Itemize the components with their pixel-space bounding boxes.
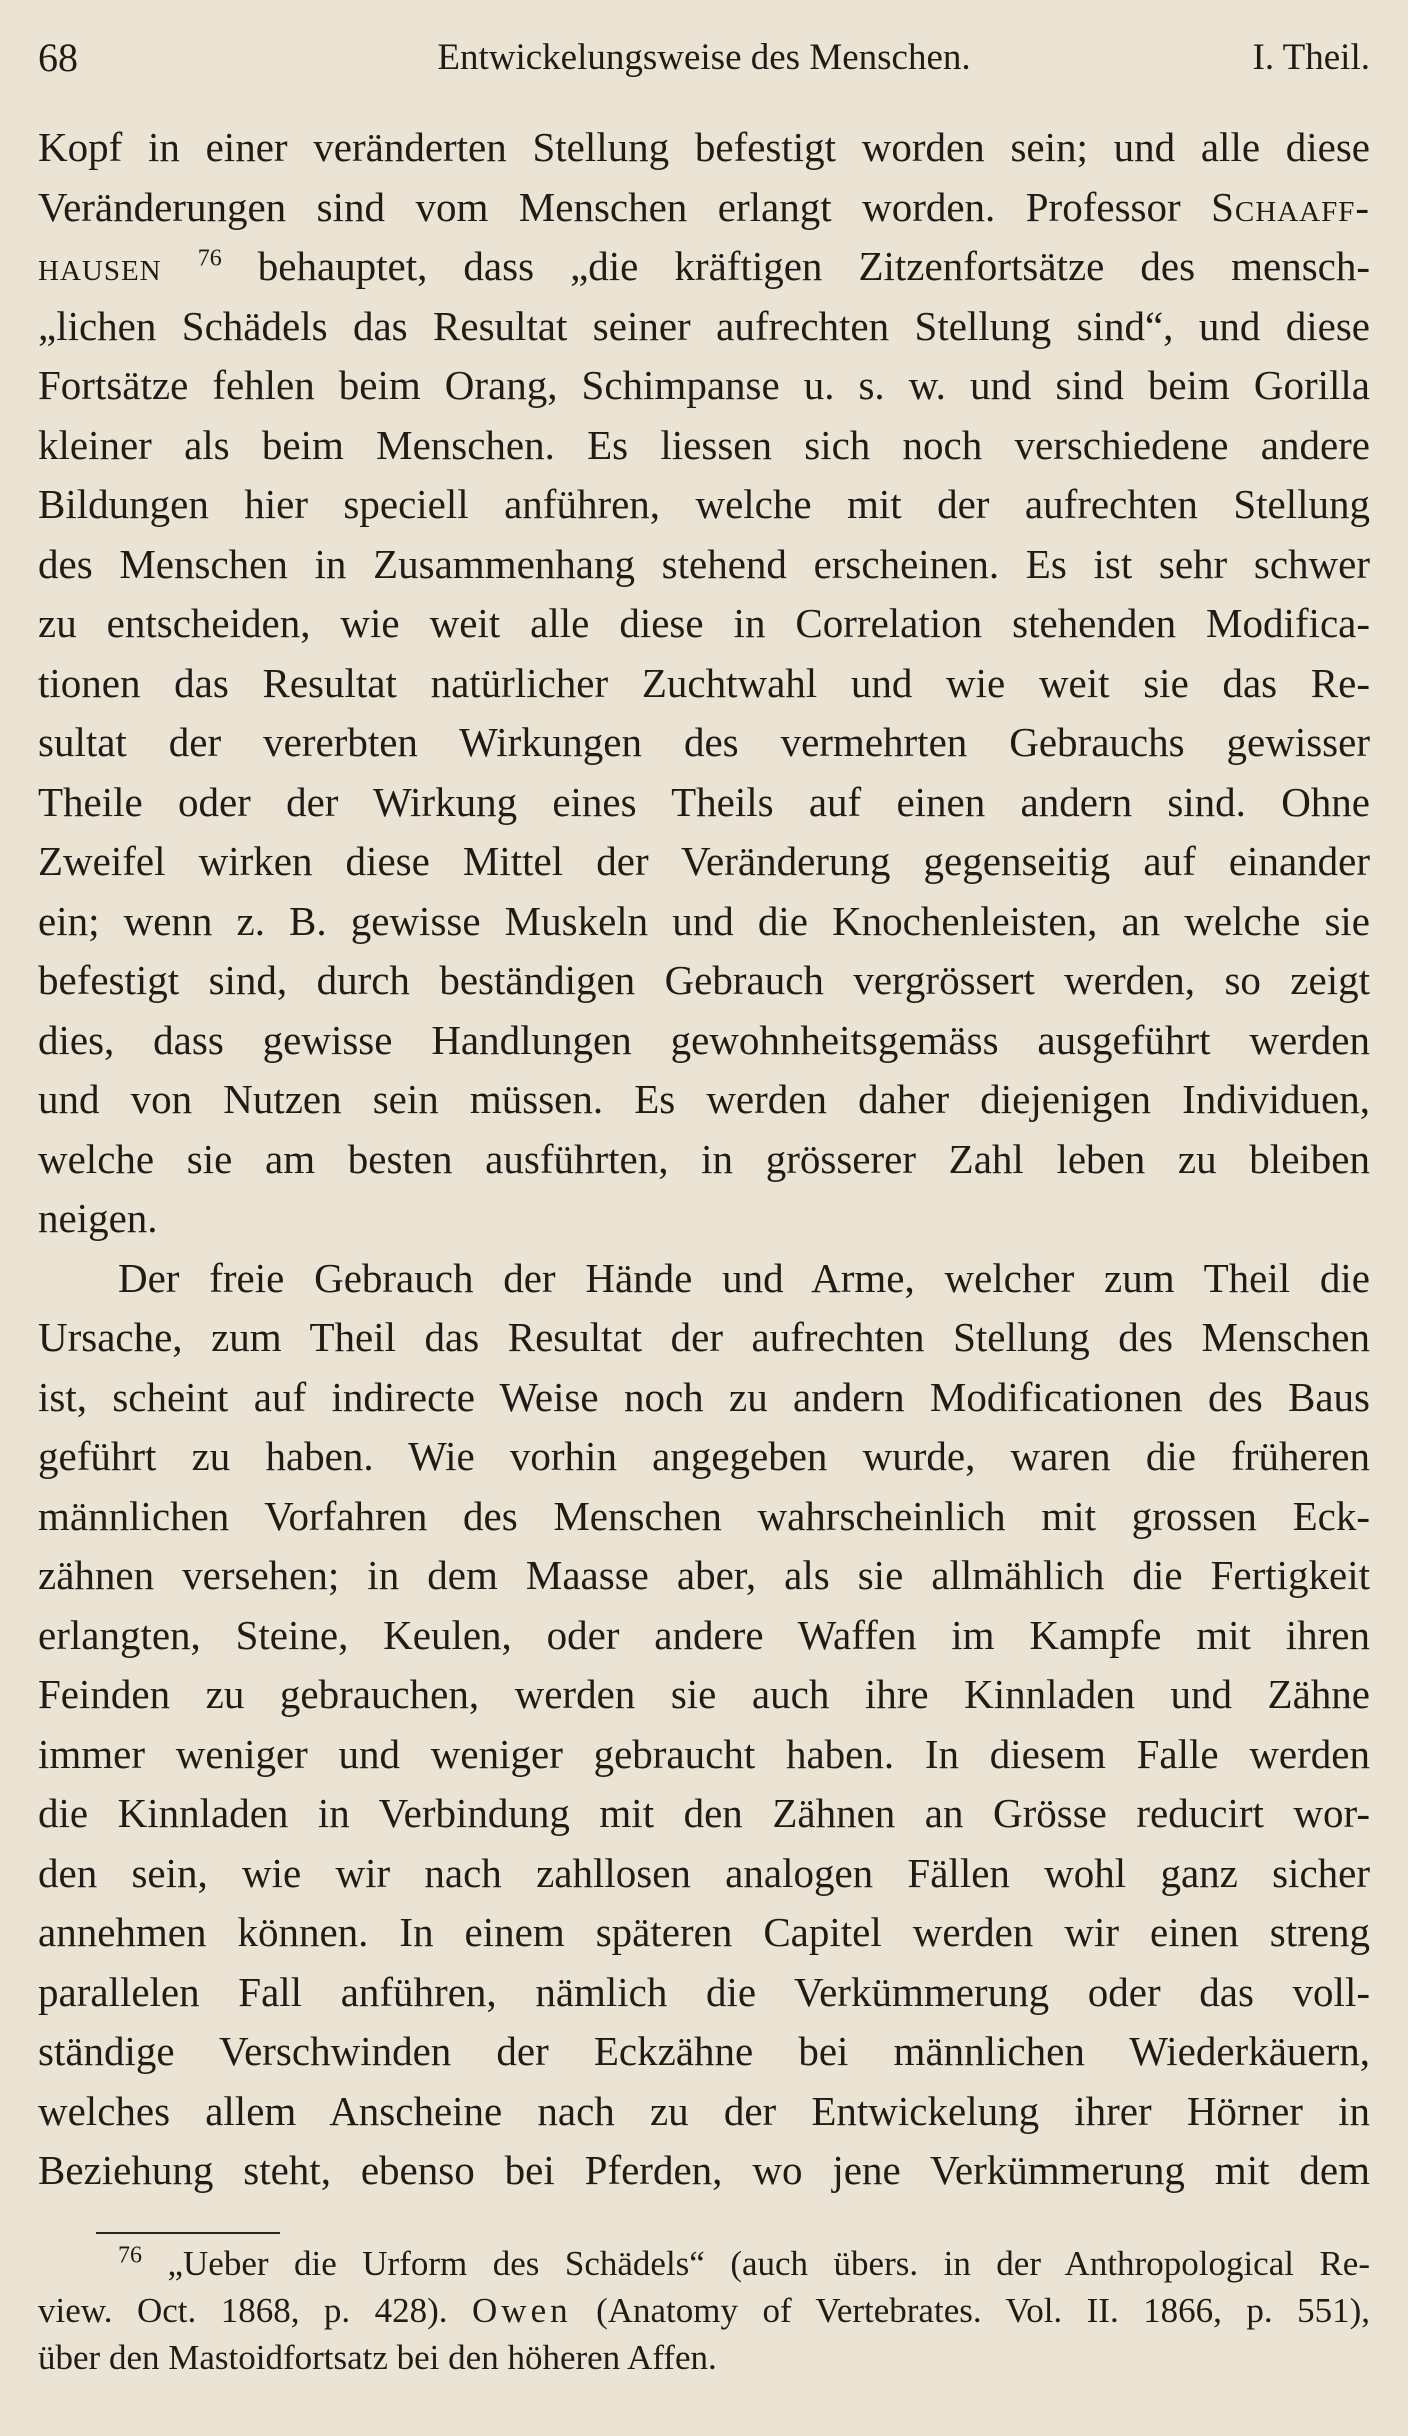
text-line: immer weniger und weniger gebraucht haben. In diesem Falle werden <box>38 1730 1370 1777</box>
text-line: sultat der vererbten Wirkungen des vermehrten Gebrauchs gewisser <box>38 719 1370 765</box>
text-span: „Ueber die Urform des Schädels“ (auch übers. in der Anthropological Re- <box>142 2244 1370 2283</box>
footnote-line <box>38 2240 1370 2287</box>
author-name: Owen <box>472 2291 572 2330</box>
page-number: 68 <box>38 35 78 80</box>
text-line: welches allem Anscheine nach zu der Entwickelung ihrer Hörner in <box>38 2087 1370 2134</box>
text-span: (Anatomy of Vertebrates. Vol. II. 1866, p. 551), <box>571 2291 1370 2330</box>
text-line: den sein, wie wir nach zahllosen analogen Fällen wohl ganz sicher <box>38 1849 1370 1896</box>
main-text <box>38 118 1370 2201</box>
footnote-marker: 76 <box>118 2242 142 2269</box>
text-line: männlichen Vorfahren des Menschen wahrscheinlich mit grossen Eck- <box>38 1492 1370 1539</box>
text-line: geführt zu haben. Wie vorhin angegeben wurde, waren die früheren <box>38 1433 1370 1479</box>
text-line: zähnen versehen; in dem Maasse aber, als sie allmählich die Fertigkeit <box>38 1552 1370 1598</box>
footnote-line <box>38 2287 1370 2334</box>
text-line: die Kinnladen in Verbindung mit den Zähnen an Grösse reducirt wor- <box>38 1790 1370 1836</box>
footnote-ref[interactable]: 76 <box>197 245 222 272</box>
text-line: zu entscheiden, wie weit alle diese in Correlation stehenden Modifica- <box>38 600 1370 646</box>
text-line: Kopf in einer veränderten Stellung befestigt worden sein; und alle diese <box>38 124 1370 170</box>
text-line: neigen. <box>38 1195 158 1241</box>
text-line: „lichen Schädels das Resultat seiner aufrechten Stellung sind“, und diese <box>38 302 1370 349</box>
text-span: view. Oct. 1868, p. 428). <box>38 2291 473 2330</box>
running-header <box>38 30 1370 86</box>
footnote-divider <box>96 2232 280 2234</box>
text-line: annehmen können. In einem späteren Capitel werden wir einen streng <box>38 1909 1370 1955</box>
text-line: ist, scheint auf indirecte Weise noch zu andern Modificationen des Baus <box>38 1373 1370 1420</box>
text-span: behauptet, dass „die kräftigen Zitzenfortsätze des mensch- <box>221 243 1370 289</box>
paragraph-1 <box>38 118 1370 1249</box>
text-line: und von Nutzen sein müssen. Es werden daher diejenigen Individuen, <box>38 1076 1370 1122</box>
text-line <box>38 178 1370 238</box>
text-line: Feinden zu gebrauchen, werden sie auch ihre Kinnladen und Zähne <box>38 1671 1370 1717</box>
text-line: des Menschen in Zusammenhang stehend erscheinen. Es ist sehr schwer <box>38 540 1370 587</box>
text-line: Theile oder der Wirkung eines Theils auf einen andern sind. Ohne <box>38 778 1370 825</box>
text-line: befestigt sind, durch beständigen Gebrauch vergrössert werden, so zeigt <box>38 957 1370 1003</box>
text-line: Der freie Gebrauch der Hände und Arme, welcher zum Theil die <box>118 1254 1370 1301</box>
text-line: Ursache, zum Theil das Resultat der aufrechten Stellung des Menschen <box>38 1314 1370 1360</box>
footnote <box>38 2240 1370 2381</box>
text-line: ein; wenn z. B. gewisse Muskeln und die Knochenleisten, an welche sie <box>38 897 1370 944</box>
text-line: Bildungen hier speciell anführen, welche mit der aufrechten Stellung <box>38 481 1370 527</box>
part-label: I. Theil. <box>1252 37 1370 78</box>
text-line: parallelen Fall anführen, nämlich die Verkümmerung oder das voll- <box>38 1968 1370 2015</box>
text-line: ständige Verschwinden der Eckzähne bei männlichen Wiederkäuern, <box>38 2028 1370 2074</box>
text-span: Veränderungen sind vom Menschen erlangt worden. Professor <box>38 183 1212 230</box>
running-title: Entwickelungsweise des Menschen. <box>437 37 971 78</box>
text-line: dies, dass gewisse Handlungen gewohnheitsgemäss ausgeführt werden <box>38 1016 1370 1063</box>
text-line: welche sie am besten ausführten, in grösserer Zahl leben zu bleiben <box>38 1135 1370 1182</box>
footnote-line: über den Mastoidfortsatz bei den höheren Affen. <box>38 2338 717 2377</box>
text-line: tionen das Resultat natürlicher Zuchtwahl und wie weit sie das Re- <box>38 659 1370 706</box>
text-line: erlangten, Steine, Keulen, oder andere Waffen im Kampfe mit ihren <box>38 1611 1370 1658</box>
text-line: Beziehung steht, ebenso bei Pferden, wo jene Verkümmerung mit dem <box>38 2147 1370 2193</box>
author-name: hausen <box>38 243 162 289</box>
text-line <box>38 237 1370 297</box>
text-line: kleiner als beim Menschen. Es liessen sich noch verschiedene andere <box>38 421 1370 468</box>
paragraph-2 <box>38 1249 1370 2201</box>
text-line: Zweifel wirken diese Mittel der Veränderung gegenseitig auf einander <box>38 838 1370 884</box>
text-line: Fortsätze fehlen beim Orang, Schimpanse u. s. w. und sind beim Gorilla <box>38 362 1370 408</box>
author-name: Schaaff- <box>1211 183 1370 230</box>
